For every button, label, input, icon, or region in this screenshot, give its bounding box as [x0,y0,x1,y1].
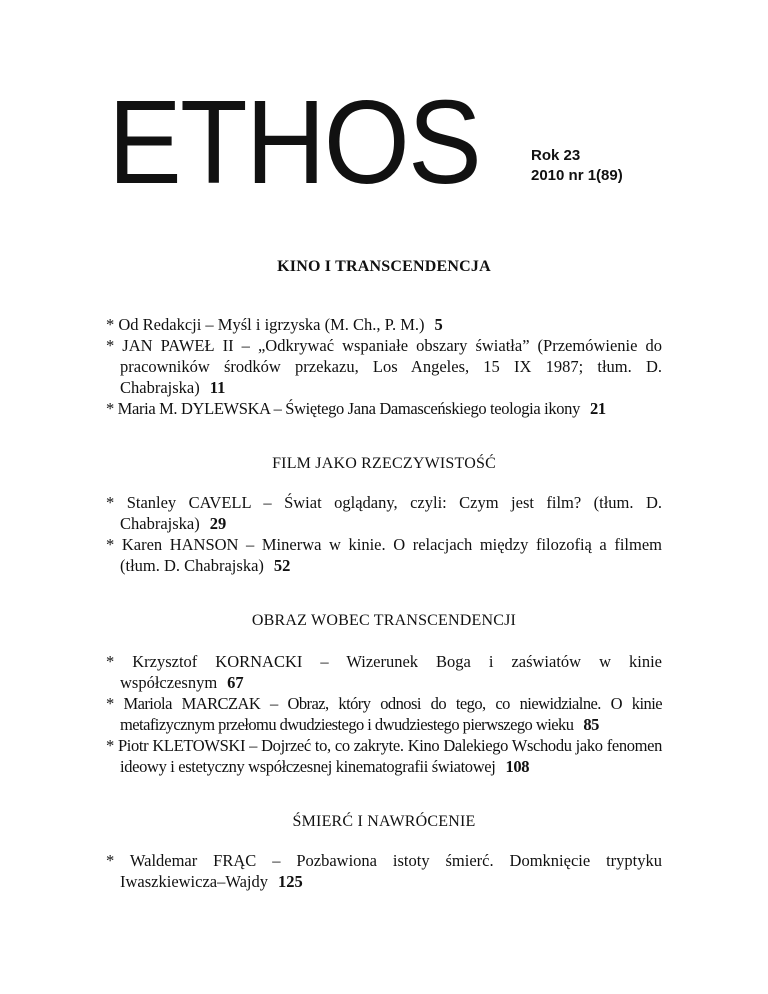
entry-page-number: 11 [209,378,226,397]
section-heading-film-jako-rzeczywistosc: FILM JAKO RZECZYWISTOŚĆ [272,455,496,472]
entry-page-number: 29 [209,514,227,533]
entry-text: * Waldemar FRĄC – Pozbawiona istoty śmierć. Domknięcie tryptyku Iwaszkiewicza–Wajdy [106,851,662,891]
toc-entry [106,735,662,777]
entry-text: * Od Redakcji – Myśl i igrzyska (M. Ch., P. M.) [106,315,425,334]
entry-page-number: 21 [589,399,606,418]
section-heading-smierc-i-nawrocenie: ŚMIERĆ I NAWRÓCENIE [292,813,476,830]
entry-page-number: 85 [583,715,599,734]
section-entries-kino-i-transcendencja [106,314,662,419]
entry-text: * Krzysztof KORNACKI – Wizerunek Boga i zaświatów w kinie współczesnym [106,652,662,692]
toc-entry [106,492,662,534]
entry-page-number: 108 [505,757,530,776]
issue-year: Rok 23 [531,147,581,164]
section-entries-smierc-i-nawrocenie [106,850,662,892]
entry-text: * Karen HANSON – Minerwa w kinie. O relacjach między filozofią a filmem (tłum. D. Chabrajska) [106,535,662,575]
entry-page-number: 67 [227,673,244,692]
toc-entry [106,850,662,892]
entry-text: * JAN PAWEŁ II – „Odkrywać wspaniałe obszary światła” (Przemówienie do pracowników środków przekazu, Los Angeles, 15 IX 1987; tłum. D. Chabrajska) [106,336,662,397]
entry-text: * Piotr KLETOWSKI – Dojrzeć to, co zakryte. Kino Dalekiego Wschodu jako fenomen ideowy i estetyczny współczesnej kinematografii światowej [106,736,662,776]
toc-entry [106,693,662,735]
section-entries-film-jako-rzeczywistosc [106,492,662,576]
entry-page-number: 5 [434,315,443,334]
toc-entry [106,534,662,576]
entry-text: * Stanley CAVELL – Świat oglądany, czyli: Czym jest film? (tłum. D. Chabrajska) [106,493,662,533]
journal-title: ETHOS [108,76,480,209]
issue-number: 2010 nr 1(89) [531,167,623,184]
toc-entry [106,314,662,335]
entry-page-number: 125 [278,872,303,891]
section-heading-kino-i-transcendencja: KINO I TRANSCENDENCJA [277,258,491,275]
section-heading-obraz-wobec-transcendencji: OBRAZ WOBEC TRANSCENDENCJI [251,612,517,629]
entry-text: * Mariola MARCZAK – Obraz, który odnosi do tego, co niewidzialne. O kinie metafizycznym przełomu dwudziestego i dwudziestego pierwszego wieku [106,694,662,734]
toc-entry [106,398,662,419]
entry-text: * Maria M. DYLEWSKA – Świętego Jana Damasceńskiego teologia ikony [106,399,580,418]
toc-entry [106,335,662,398]
section-entries-obraz-wobec-transcendencji [106,651,662,777]
entry-page-number: 52 [273,556,291,575]
issue-info [531,146,623,186]
toc-entry [106,651,662,693]
